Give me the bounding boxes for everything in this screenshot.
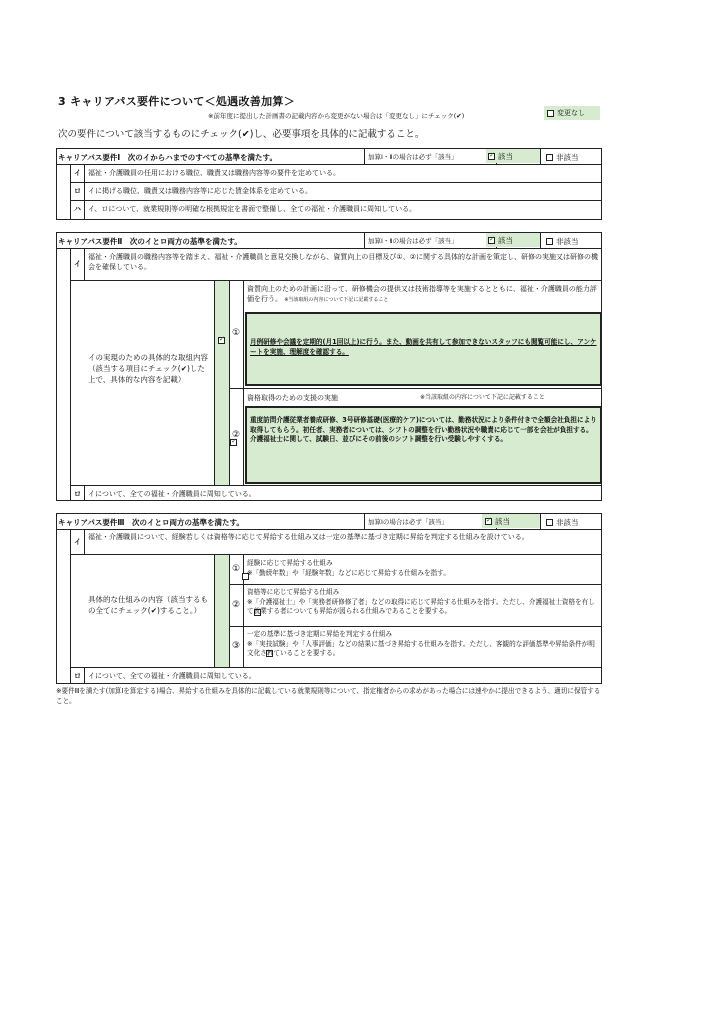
req1-kasan-note [368, 152, 458, 161]
req1-item-text: 福祉・介護職員の任用における職位、職責又は職務内容等の要件を定めている。 [88, 169, 340, 177]
req3-opt2-num: ② [232, 600, 241, 610]
req3-applicable[interactable] [482, 514, 540, 528]
req2-opt1-content[interactable]: 月例研修や会議を定期的(月1回以上)に行う。また、動画を共有して参加できないスタッフにも閲覧可能にし、アンケートを実施、理解度を確認する。 [245, 312, 602, 386]
req2-opt2-content[interactable]: 重度訪問介護従業者養成研修、3号研修基礎(医療的ケア)については、勤務状況により条件付きで全額会社負担により取得してもらう。初任者、実務者については、シフトの調整を行い勤務状況や職責に応じて一部を会社が負担する。介護福祉士に関して、試験日、並びにその前後のシフト調整を行い受験しやすくする。 [245, 406, 602, 484]
section-title: 3 キャリアパス要件について＜処遇改善加算＞ [58, 95, 295, 108]
req3-i-mark: イ [74, 538, 81, 546]
req3-not-applicable[interactable] [546, 517, 579, 528]
req3-opt3-num: ③ [232, 641, 241, 651]
req2-i-text: 福祉・介護職員の職務内容等を踏まえ、福祉・介護職員と意見交換しながら、資質向上の目標及び①、②に関する具体的な計画を策定し、研修の実施又は研修の機会を確保している。 [88, 253, 598, 271]
req1-applicable-label: 該当 [498, 151, 513, 161]
req2-ro-mark: ロ [74, 490, 81, 498]
req1-not-applicable-checkbox[interactable] [546, 154, 553, 161]
req2-i-mark: イ [74, 260, 81, 268]
req2-opt2-num: ② [232, 430, 241, 440]
req3-opt3-text: 一定の基準に基づき定期に昇給を判定する仕組み ※「実技試験」や「人事評価」などの結果に基づき昇給する仕組みを指す。ただし、客観的な評価基準や昇給条件が明文化されていることを要する。 [247, 630, 595, 657]
req1-not-applicable[interactable] [546, 152, 579, 163]
req3-ro-text: イについて、全ての福祉・介護職員に周知している。 [88, 672, 256, 680]
req3-applicable-label: 該当 [495, 516, 510, 526]
req2-applicable-label: 該当 [498, 235, 513, 245]
req2-opt2-text: 資格取得のための支援の実施 [247, 394, 338, 402]
req2-applicable-checkbox[interactable] [488, 237, 495, 244]
req2-not-applicable-checkbox[interactable] [546, 238, 553, 245]
req3-i-text: 福祉・介護職員について、経験若しくは資格等に応じて昇給する仕組み又は一定の基準に基づき定期に昇給を判定する仕組みを設けている。 [88, 533, 529, 541]
req2-header: キャリアパス要件Ⅱ 次のイとロ両方の基準を満たす。 [58, 237, 242, 246]
req2-kasan-text: 加算Ⅰ・Ⅱの場合は必ず「該当」 [368, 237, 458, 245]
req2-not-applicable-label: 非該当 [556, 237, 579, 246]
no-change-field [544, 106, 600, 120]
req2-opt1-desc: 資質向上のための計画に沿って、研修機会の提供又は技術指導等を実施するとともに、福祉・介護職員の能力評価を行う。 [247, 285, 597, 303]
req3-opt1-num: ① [232, 564, 241, 574]
req2-kasan-note [368, 236, 458, 245]
req3-left-label: 具体的な仕組みの内容（該当するもの全てにチェック(✔)すること。） [88, 595, 208, 615]
top-note: ※前年度に提出した計画書の記載内容から変更がない場合は「変更なし」にチェック(✔) [208, 112, 465, 120]
req2-left-label: イの実現のための具体的な取組内容 （該当する項目にチェック(✔)した上で、具体的な内容を記載） [88, 353, 208, 384]
req3-applicable-checkbox[interactable] [485, 518, 492, 525]
req3-opt2-text: 資格等に応じて昇給する仕組み ※「介護福祉士」や「実務者研修修了者」などの取得に応じて昇給する仕組みを指す。ただし、介護福祉士資格を有して就業する者についても昇給が図られる仕組みであることを要する。 [247, 588, 595, 615]
req3-kasan-text: 加算Ⅰの場合は必ず「該当」 [368, 518, 448, 526]
no-change-checkbox[interactable] [547, 110, 554, 117]
req1-item-mark: ハ [74, 205, 81, 213]
req2-opt1-text [247, 284, 597, 305]
req1-kasan-text: 加算Ⅰ・Ⅱの場合は必ず「該当」 [368, 153, 458, 161]
req1-item-mark: イ [74, 169, 81, 177]
req2-opt2-note: ※当該取組の内容について下記に記載すること [420, 394, 545, 401]
req1-applicable[interactable] [486, 149, 540, 163]
req3-opt1-text: 経験に応じて昇給する仕組み ※「勤続年数」や「経験年数」などに応じて昇給する仕組みを指す。 [247, 559, 450, 577]
req2-opt1-num: ① [232, 328, 241, 338]
req2-ro-text: イについて、全ての福祉・介護職員に周知している。 [88, 490, 256, 498]
req2-not-applicable[interactable] [546, 236, 579, 247]
req2-check-column [215, 281, 229, 485]
req2-opt1-note: ※当該取組の内容について下記に記載すること [284, 297, 389, 303]
req3-check-column [215, 555, 229, 667]
req1-item-mark: ロ [74, 187, 81, 195]
req1-not-applicable-label: 非該当 [556, 153, 579, 162]
footnote: ※要件Ⅲを満たす(加算Ⅰを算定する)場合、昇給する仕組みを具体的に記載している就業規則等について、指定権者からの求めがあった場合には速やかに提出できるよう、適切に保管すること。 [56, 687, 601, 705]
req3-not-applicable-checkbox[interactable] [546, 519, 553, 526]
req3-ro-mark: ロ [74, 672, 81, 680]
req3-kasan-note [368, 517, 448, 526]
req2-opt2-checkbox[interactable] [230, 439, 237, 446]
req1-item-text: イに掲げる職位、職責又は職務内容等に応じた賃金体系を定めている。 [88, 187, 312, 195]
intro-text: 次の要件について該当するものにチェック(✔)し、必要事項を具体的に記載すること。 [58, 129, 425, 140]
req1-item-text: イ、ロについて、就業規則等の明確な根拠規定を書面で整備し、全ての福祉・介護職員に周知している。 [88, 205, 417, 213]
req1-header: キャリアパス要件Ⅰ 次のイからハまでのすべての基準を満たす。 [58, 153, 277, 162]
req3-header: キャリアパス要件Ⅲ 次のイとロ両方の基準を満たす。 [58, 518, 244, 527]
req1-applicable-checkbox[interactable] [488, 153, 495, 160]
no-change-label: 変更なし [557, 109, 585, 117]
req3-not-applicable-label: 非該当 [556, 518, 579, 527]
req2-opt1-checkbox[interactable] [218, 337, 225, 344]
req2-applicable[interactable] [486, 233, 540, 247]
